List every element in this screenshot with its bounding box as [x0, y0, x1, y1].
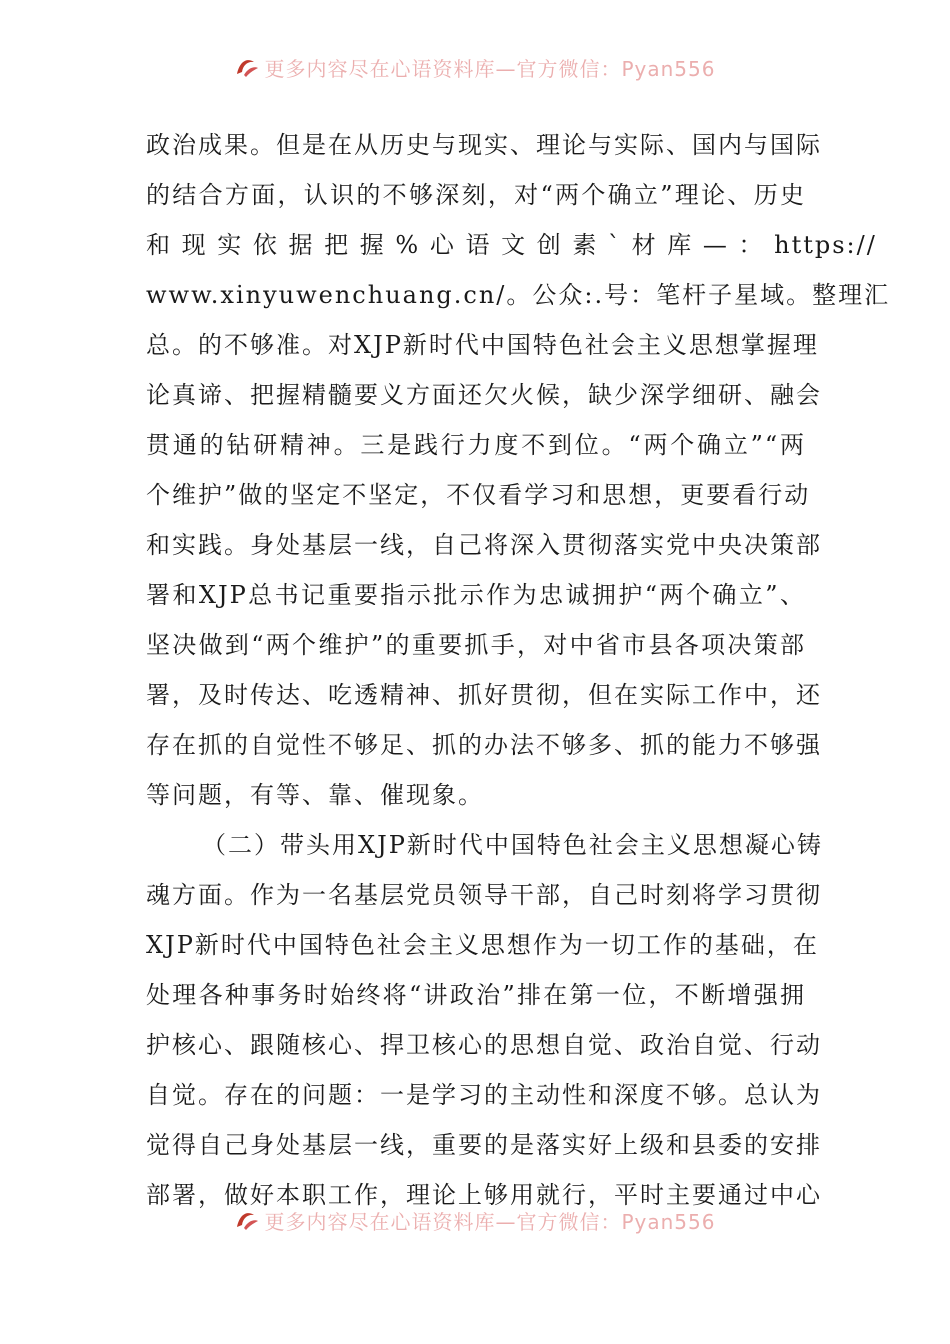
text-line: 和实践。身处基层一线，自己将深入贯彻落实党中央决策部: [146, 531, 822, 559]
paragraph-1: [146, 120, 891, 770]
watermark-text: 更多内容尽在心语资料库—官方微信：Pyan556: [264, 1209, 716, 1234]
text-line: 署，及时传达、吃透精神、抓好贯彻，但在实际工作中，还: [146, 681, 822, 709]
text-line: 署和XJP总书记重要指示批示作为忠诚拥护“两个确立”、: [146, 581, 806, 609]
paragraph-1-last-line: [146, 770, 806, 820]
text-line: 的结合方面，认识的不够深刻，对“两个确立”理论、历史: [146, 181, 806, 209]
text-line: 部署，做好本职工作，理论上够用就行，平时主要通过中心: [146, 1181, 822, 1209]
text-line: 贯通的钻研精神。三是践行力度不到位。“两个确立”“两: [146, 431, 806, 459]
footer-watermark: [0, 1205, 950, 1235]
text-line: 个维护”做的坚定不坚定，不仅看学习和思想，更要看行动: [146, 481, 811, 509]
watermark-logo-icon: [234, 1209, 260, 1231]
text-line: 政治成果。但是在从历史与现实、理论与实际、国内与国际: [146, 131, 822, 159]
text-line: 护核心、跟随核心、捍卫核心的思想自觉、政治自觉、行动: [146, 1031, 822, 1059]
text-line: 和 现 实 依 据 把 握 % 心 语 文 创 素 ` 材 库 — ： https://: [146, 231, 877, 259]
text-line: 自觉。存在的问题：一是学习的主动性和深度不够。总认为: [146, 1081, 822, 1109]
text-line: 总。的不够准。对XJP新时代中国特色社会主义思想掌握理: [146, 331, 819, 359]
text-line: （二）带头用XJP新时代中国特色社会主义思想凝心铸: [202, 831, 823, 859]
watermark-text: 更多内容尽在心语资料库—官方微信：Pyan556: [264, 56, 716, 81]
text-line: 魂方面。作为一名基层党员领导干部，自己时刻将学习贯彻: [146, 881, 822, 909]
text-line: 处理各种事务时始终将“讲政治”排在第一位，不断增强拥: [146, 981, 806, 1009]
watermark-logo-icon: [234, 56, 260, 78]
text-line: www.xinyuwenchuang.cn/。公众:.号：笔杆子星域。整理汇: [146, 281, 891, 309]
text-line: 等问题，有等、靠、催现象。: [146, 781, 484, 809]
text-line: 坚决做到“两个维护”的重要抓手，对中省市县各项决策部: [146, 631, 806, 659]
paragraph-2: [146, 820, 823, 1220]
text-line: XJP新时代中国特色社会主义思想作为一切工作的基础，在: [146, 931, 819, 959]
text-line: 论真谛、把握精髓要义方面还欠火候，缺少深学细研、融会: [146, 381, 822, 409]
document-body: [146, 120, 891, 1220]
text-line: 觉得自己身处基层一线，重要的是落实好上级和县委的安排: [146, 1131, 822, 1159]
text-line: 存在抓的自觉性不够足、抓的办法不够多、抓的能力不够强: [146, 731, 822, 759]
header-watermark: [0, 52, 950, 82]
